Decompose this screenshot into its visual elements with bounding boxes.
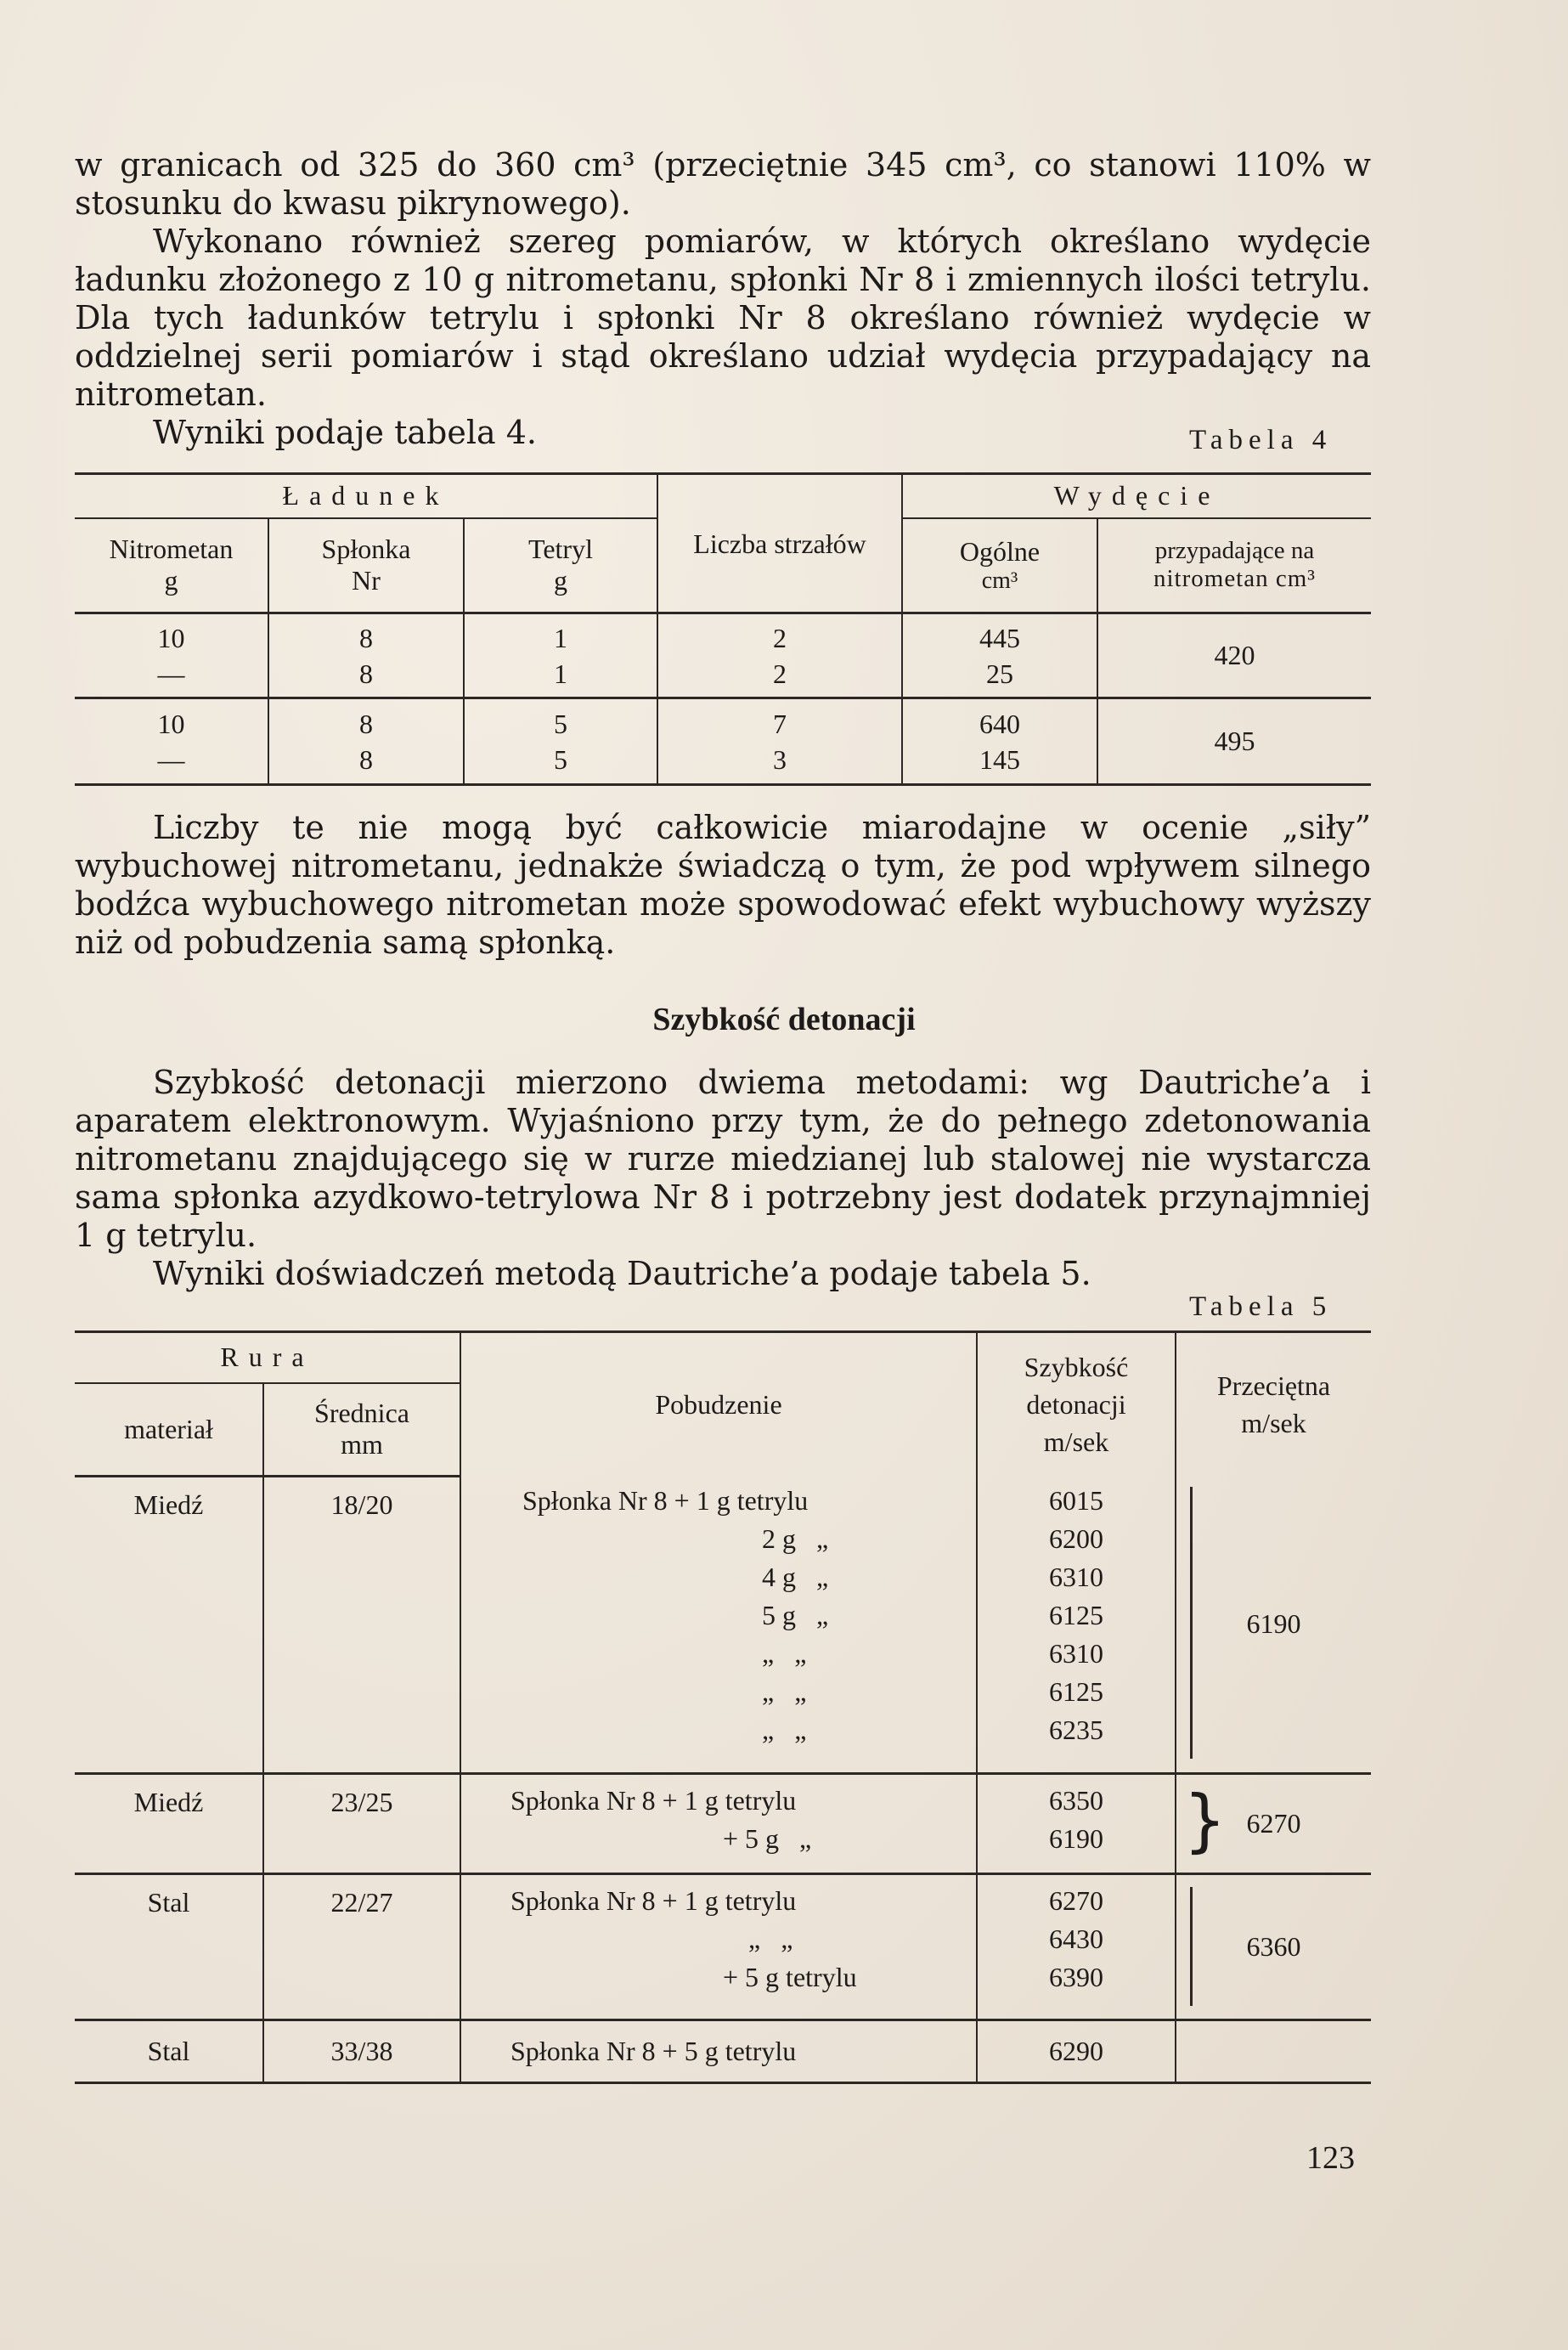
t4-cell: 8 bbox=[359, 743, 373, 775]
section-paragraph-1: Szybkość detonacji mierzono dwiema metodami: wg Dautriche’a i aparatem elektronowym. Wyjaśniono przy tym, że do pełnego zdetonowania nitrometanu znajdującego się w rurze miedzianej lub stalowej nie wystarcza sama spłonka azydkowo-tetrylowa Nr 8 i potrzebny jest dodatek przynajmniej 1 g tetrylu. bbox=[75, 1064, 1371, 1254]
intro-paragraph-2: Wykonano również szereg pomiarów, w których określano wydęcie ładunku złożonego z 10 g nitrometanu, spłonki Nr 8 i zmiennych ilości tetrylu. Dla tych ładunków tetrylu i spłonki Nr 8 określano również wydęcie w oddzielnej serii pomiarów i stąd określano udział wydęcia przypadający na nitrometan. bbox=[75, 223, 1371, 413]
t5-group-row bbox=[75, 1477, 1371, 1774]
t4-col-tetryl-label: Tetryl bbox=[528, 534, 593, 565]
t5-col-srednica-unit: mm bbox=[341, 1429, 383, 1460]
t5-value: 6200 bbox=[1049, 1522, 1103, 1554]
intro-paragraph-3: Wyniki podaje tabela 4. bbox=[153, 414, 537, 451]
mid-text bbox=[75, 809, 1371, 962]
section-paragraph-2: Wyniki doświadczeń metodą Dautriche’a podaje tabela 5. bbox=[153, 1255, 1091, 1292]
t4-col-nitrometan-unit: g bbox=[164, 565, 178, 596]
t5-cell-pobudzenie bbox=[460, 1874, 977, 2020]
t4-group-ladunek: Ładunek bbox=[75, 474, 657, 518]
t5-pobud-line: + 5 g „ bbox=[723, 1823, 812, 1854]
t5-value: 6310 bbox=[1049, 1637, 1103, 1669]
t5-cell-srednica: 23/25 bbox=[263, 1774, 460, 1874]
t5-cell-avg bbox=[1176, 1774, 1371, 1874]
t5-cell-material: Miedź bbox=[75, 1774, 263, 1874]
t5-cell-pobudzenie bbox=[460, 2020, 977, 2083]
t4-cell: 640 bbox=[979, 708, 1020, 739]
t5-group-row bbox=[75, 1874, 1371, 2020]
section-heading: Szybkość detonacji bbox=[652, 1002, 916, 1037]
t4-cell: 25 bbox=[986, 658, 1013, 689]
t4-cell: 2 bbox=[773, 622, 787, 653]
table5-caption: Tabela 5 bbox=[1189, 1291, 1333, 1322]
t4-col-nitrometan bbox=[75, 518, 268, 613]
t5-pobud-line: 4 g „ bbox=[762, 1561, 829, 1592]
t4-col-liczba: Liczba strzałów bbox=[657, 474, 902, 613]
t4-col-przyp bbox=[1097, 518, 1371, 613]
t4-cell: 1 bbox=[554, 658, 567, 689]
intro-paragraph-1: w granicach od 325 do 360 cm³ (przeciętnie 345 cm³, co stanowi 110% w stosunku do kwasu pikrynowego). bbox=[75, 146, 1371, 222]
t4-cell: 445 bbox=[979, 622, 1020, 653]
t4-col-splonka bbox=[268, 518, 464, 613]
t5-cell-material: Stal bbox=[75, 2020, 263, 2083]
t4-cell: 145 bbox=[979, 743, 1020, 775]
t4-cell: 5 bbox=[554, 743, 567, 775]
t5-avg-value: 6360 bbox=[1246, 1931, 1301, 1962]
t5-cell-pobudzenie bbox=[460, 1477, 977, 1774]
t5-col-srednica-label: Średnica bbox=[314, 1398, 409, 1429]
t5-col-material: materiał bbox=[75, 1383, 263, 1477]
t4-group-row bbox=[75, 698, 1371, 785]
t5-avg-value: 6190 bbox=[1246, 1608, 1301, 1640]
t5-value: 6235 bbox=[1049, 1714, 1103, 1745]
t5-value: 6310 bbox=[1049, 1561, 1103, 1592]
t4-cell: 8 bbox=[359, 658, 373, 689]
t5-pobud-line: + 5 g tetrylu bbox=[723, 1962, 857, 1992]
t5-pobud-line: Spłonka Nr 8 + 5 g tetrylu bbox=[510, 2036, 797, 2066]
t5-value: 6290 bbox=[977, 2020, 1176, 2083]
t5-group-row bbox=[75, 2020, 1371, 2083]
intro-text bbox=[75, 146, 1371, 452]
t5-cell-material: Stal bbox=[75, 1874, 263, 2020]
section-text bbox=[75, 1064, 1371, 1293]
table4-caption: Tabela 4 bbox=[1189, 425, 1333, 455]
t5-group-rura: Rura bbox=[75, 1332, 460, 1383]
t4-cell: 10 bbox=[157, 622, 185, 653]
t5-pobud-line: Spłonka Nr 8 + 1 g tetrylu bbox=[510, 1785, 797, 1816]
page-number: 123 bbox=[1306, 2140, 1355, 2176]
t5-cell-material: Miedź bbox=[75, 1477, 263, 1774]
t5-value: 6015 bbox=[1049, 1484, 1103, 1516]
t4-col-ogolne-label: Ogólne bbox=[959, 535, 1041, 567]
t4-group-wydecie: Wydęcie bbox=[902, 474, 1371, 518]
t4-cell: 5 bbox=[554, 708, 567, 739]
t5-pobud-line: „ „ bbox=[762, 1675, 807, 1707]
t5-group-row bbox=[75, 1774, 1371, 1874]
t5-pobud-line: 2 g „ bbox=[762, 1522, 829, 1554]
t5-value: 6430 bbox=[1049, 1923, 1103, 1954]
t4-col-tetryl-unit: g bbox=[554, 565, 567, 596]
brace-icon: } bbox=[1183, 1781, 1227, 1860]
t4-cell: 1 bbox=[554, 622, 567, 653]
t5-cell-avg bbox=[1176, 1477, 1371, 1774]
t5-cell-avg bbox=[1176, 1874, 1371, 2020]
t5-cell-srednica: 22/27 bbox=[263, 1874, 460, 2020]
t5-value: 6270 bbox=[1049, 1885, 1103, 1916]
t4-col-splonka-label: Spłonka bbox=[321, 534, 411, 565]
t5-pobud-line: Spłonka Nr 8 + 1 g tetrylu bbox=[522, 1484, 809, 1516]
t5-cell-values bbox=[977, 1477, 1176, 1774]
t4-cell: 8 bbox=[359, 708, 373, 739]
t4-cell: 8 bbox=[359, 622, 373, 653]
t5-col-srednica bbox=[263, 1383, 460, 1477]
t4-group-row bbox=[75, 613, 1371, 698]
brace-icon bbox=[1182, 1887, 1193, 2006]
t5-avg-value: 6270 bbox=[1246, 1808, 1301, 1839]
t4-cell-przyp: 420 bbox=[1097, 613, 1371, 698]
t4-col-przyp-label: przypadające na bbox=[1154, 537, 1315, 565]
t5-cell-values bbox=[977, 1774, 1176, 1874]
t5-col-pobudzenie: Pobudzenie bbox=[460, 1332, 977, 1477]
t5-cell-srednica: 33/38 bbox=[263, 2020, 460, 2083]
t5-col-szybkosc: Szybkość detonacji m/sek bbox=[977, 1332, 1176, 1477]
t5-value: 6350 bbox=[1049, 1785, 1103, 1816]
t4-cell: 3 bbox=[773, 743, 787, 775]
t5-cell-srednica: 18/20 bbox=[263, 1477, 460, 1774]
table-5 bbox=[75, 1330, 1371, 2084]
t4-col-ogolne-unit: cm³ bbox=[981, 567, 1018, 594]
t5-cell-values bbox=[977, 1874, 1176, 2020]
t4-cell-przyp: 495 bbox=[1097, 698, 1371, 785]
t4-col-nitrometan-label: Nitrometan bbox=[109, 534, 234, 565]
t4-cell: 2 bbox=[773, 658, 787, 689]
t5-pobud-line: „ „ bbox=[762, 1637, 807, 1669]
t4-cell: 7 bbox=[773, 708, 787, 739]
t5-pobud-line: „ „ bbox=[762, 1714, 807, 1745]
t4-col-splonka-unit: Nr bbox=[352, 565, 381, 596]
brace-icon bbox=[1182, 1487, 1193, 1759]
t4-cell: 10 bbox=[157, 708, 185, 739]
t5-value: 6125 bbox=[1049, 1599, 1103, 1630]
t5-value: 6390 bbox=[1049, 1962, 1103, 1992]
t5-value: 6190 bbox=[1049, 1823, 1103, 1854]
t4-cell: — bbox=[157, 743, 185, 775]
mid-paragraph-1: Liczby te nie mogą być całkowicie miarodajne w ocenie „siły” wybuchowej nitrometanu, jednakże świadczą o tym, że pod wpływem silnego bodźca wybuchowego nitrometan może spowodować efekt wybuchowy wyższy niż od pobudzenia samą spłonką. bbox=[75, 809, 1371, 961]
t5-cell-pobudzenie bbox=[460, 1774, 977, 1874]
table-4 bbox=[75, 472, 1371, 786]
t5-col-przecietna: Przeciętna m/sek bbox=[1176, 1332, 1371, 1477]
t4-cell: — bbox=[157, 658, 185, 689]
t4-col-przyp-unit: nitrometan cm³ bbox=[1153, 565, 1316, 593]
t5-pobud-line: „ „ bbox=[748, 1923, 793, 1954]
t5-pobud-line: Spłonka Nr 8 + 1 g tetrylu bbox=[510, 1885, 797, 1916]
t5-avg-value bbox=[1176, 2020, 1371, 2083]
t4-col-tetryl bbox=[464, 518, 657, 613]
t4-col-ogolne bbox=[902, 518, 1097, 613]
t5-pobud-line: 5 g „ bbox=[762, 1599, 829, 1630]
t5-value: 6125 bbox=[1049, 1675, 1103, 1707]
